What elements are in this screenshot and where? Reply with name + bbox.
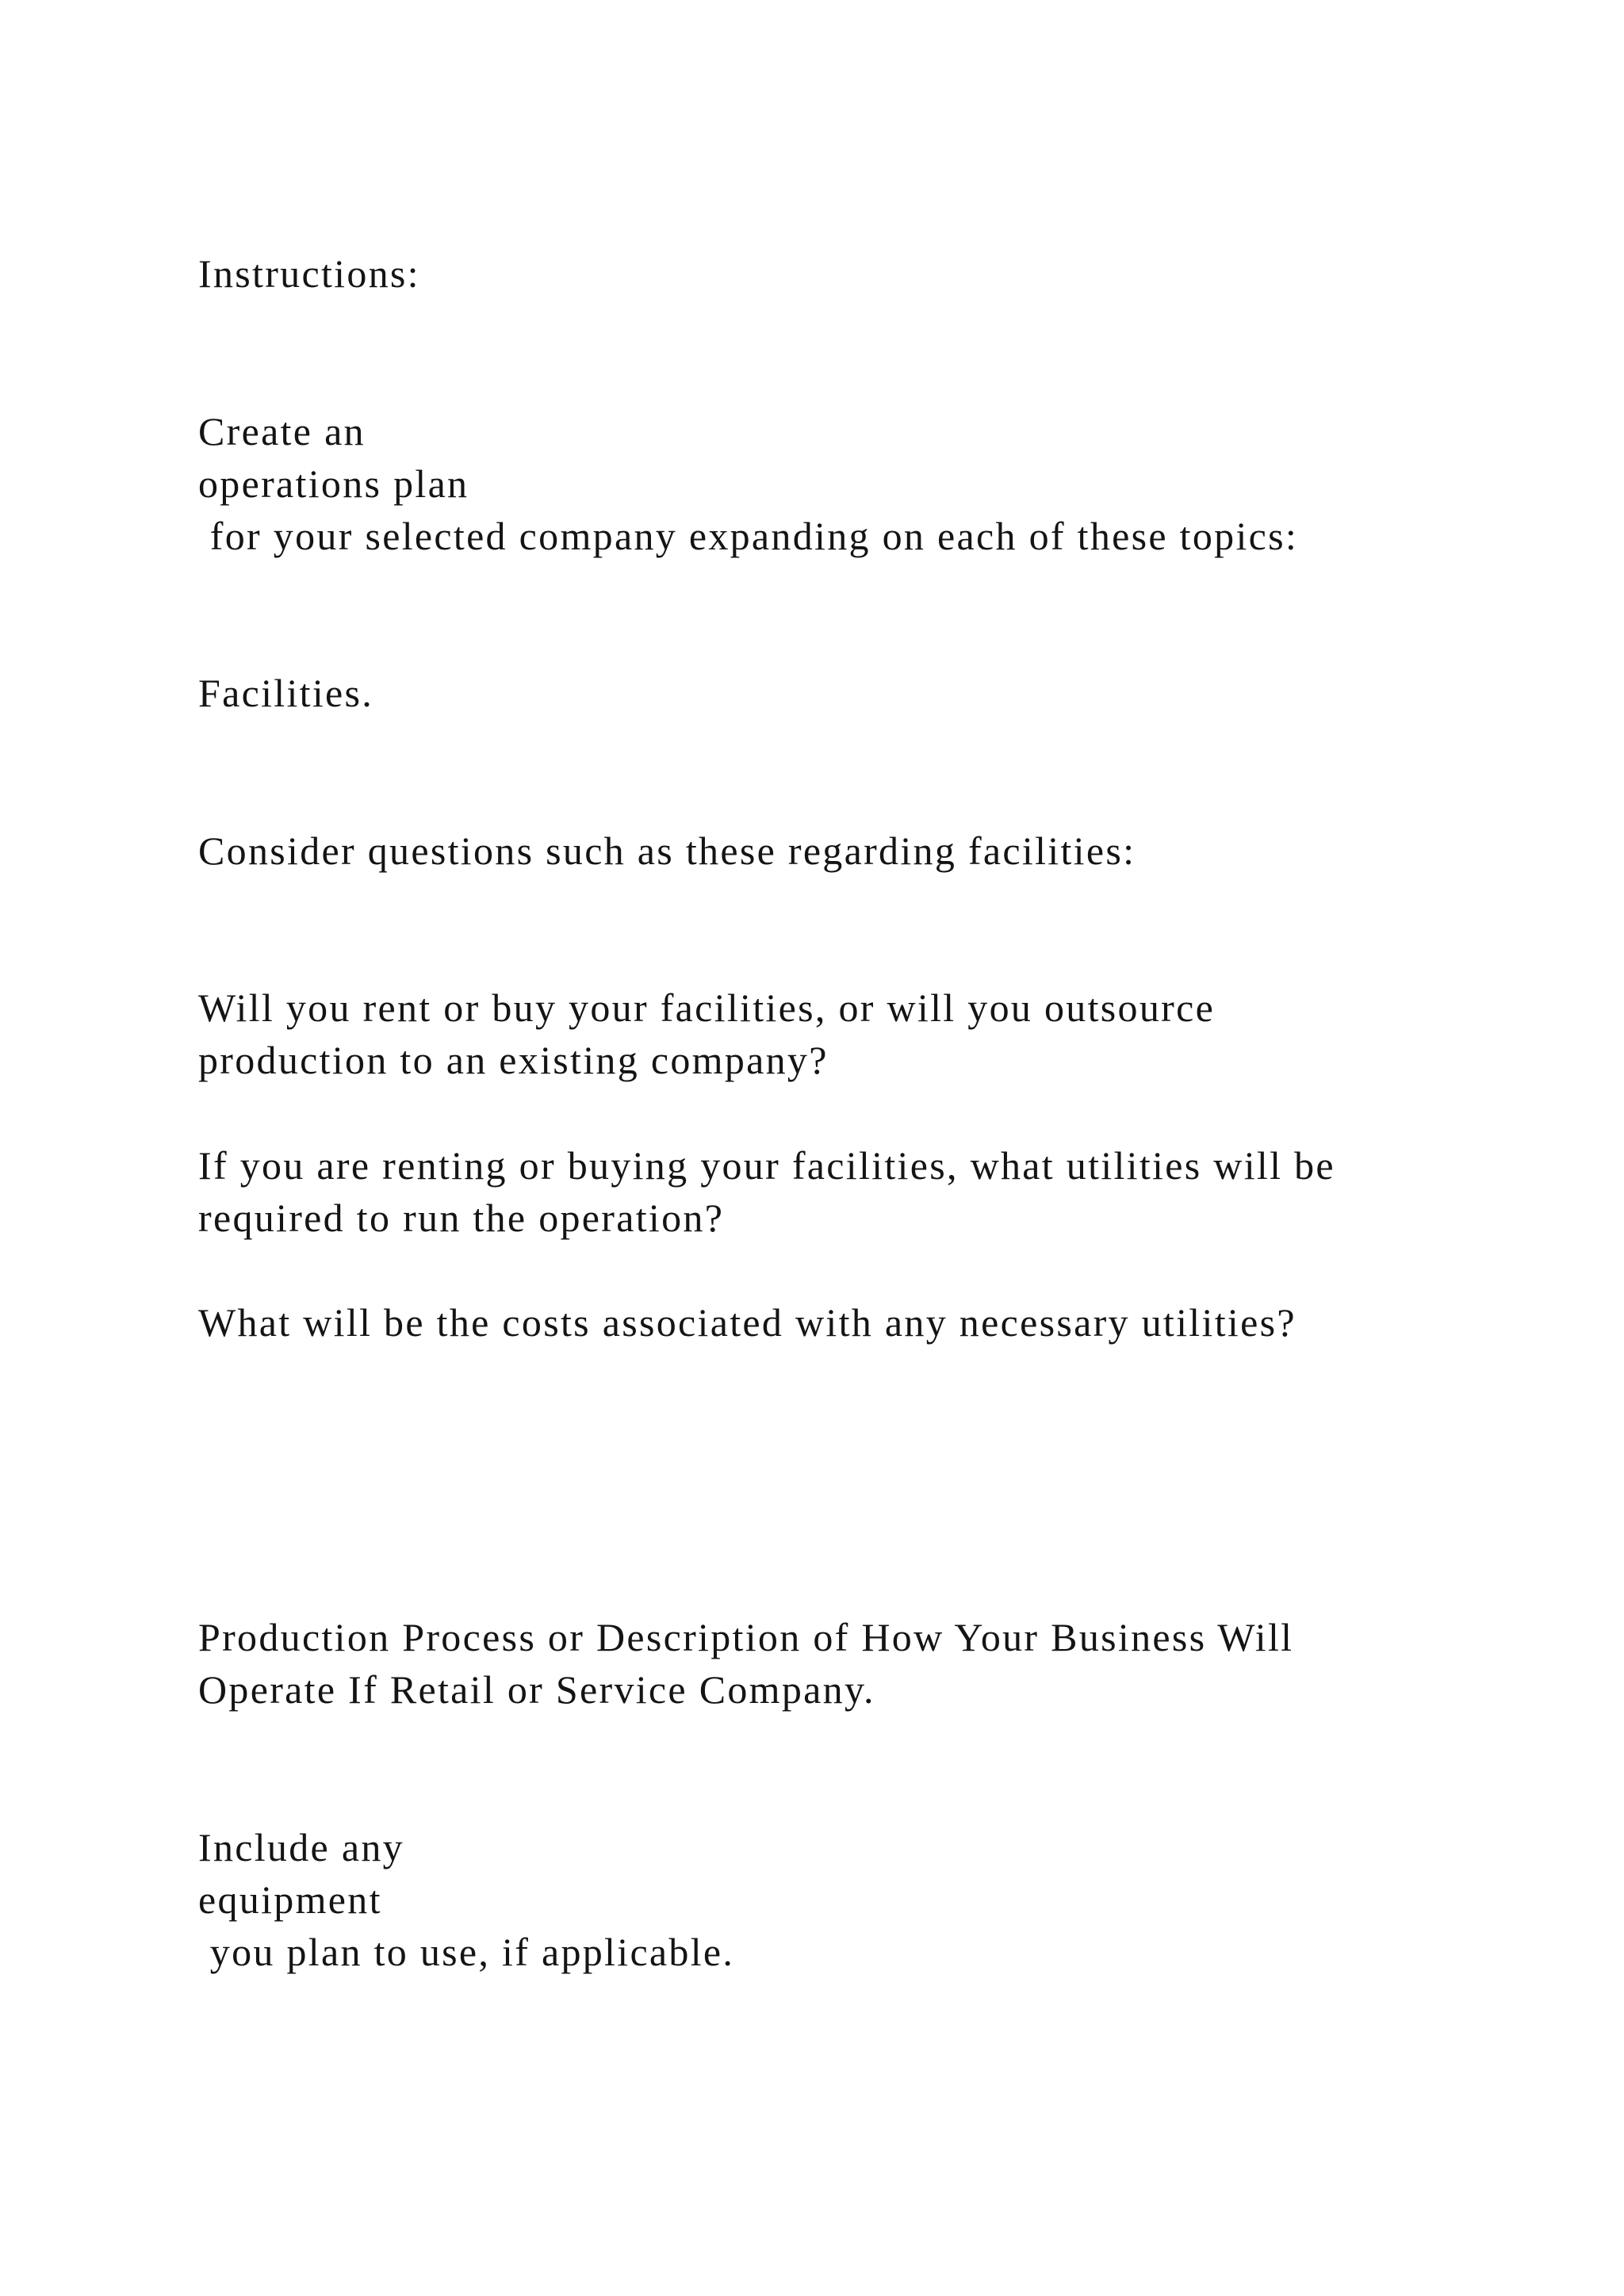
production-title-line-2: Operate If Retail or Service Company. [198,1667,875,1712]
intro-line-1: Create an [198,409,366,453]
facilities-title: Facilities. [198,671,374,715]
equipment-line-2: equipment [198,1877,382,1922]
instructions-heading: Instructions: [198,251,420,296]
facilities-prompt: Consider questions such as these regarding facilities: [198,828,1136,873]
question-1-line-2: production to an existing company? [198,1038,829,1082]
equipment-line-1: Include any [198,1825,404,1869]
intro-line-2: operations plan [198,461,469,506]
intro-line-3: for your selected company expanding on each of these topics: [198,514,1299,558]
equipment-line-3: you plan to use, if applicable. [198,1930,735,1974]
question-3: What will be the costs associated with any necessary utilities? [198,1300,1297,1345]
question-1-line-1: Will you rent or buy your facilities, or will you outsource [198,985,1216,1030]
question-2-line-2: required to run the operation? [198,1196,725,1240]
production-title-line-1: Production Process or Description of How Your Business Will [198,1615,1294,1659]
question-2-line-1: If you are renting or buying your facilities, what utilities will be [198,1143,1335,1188]
